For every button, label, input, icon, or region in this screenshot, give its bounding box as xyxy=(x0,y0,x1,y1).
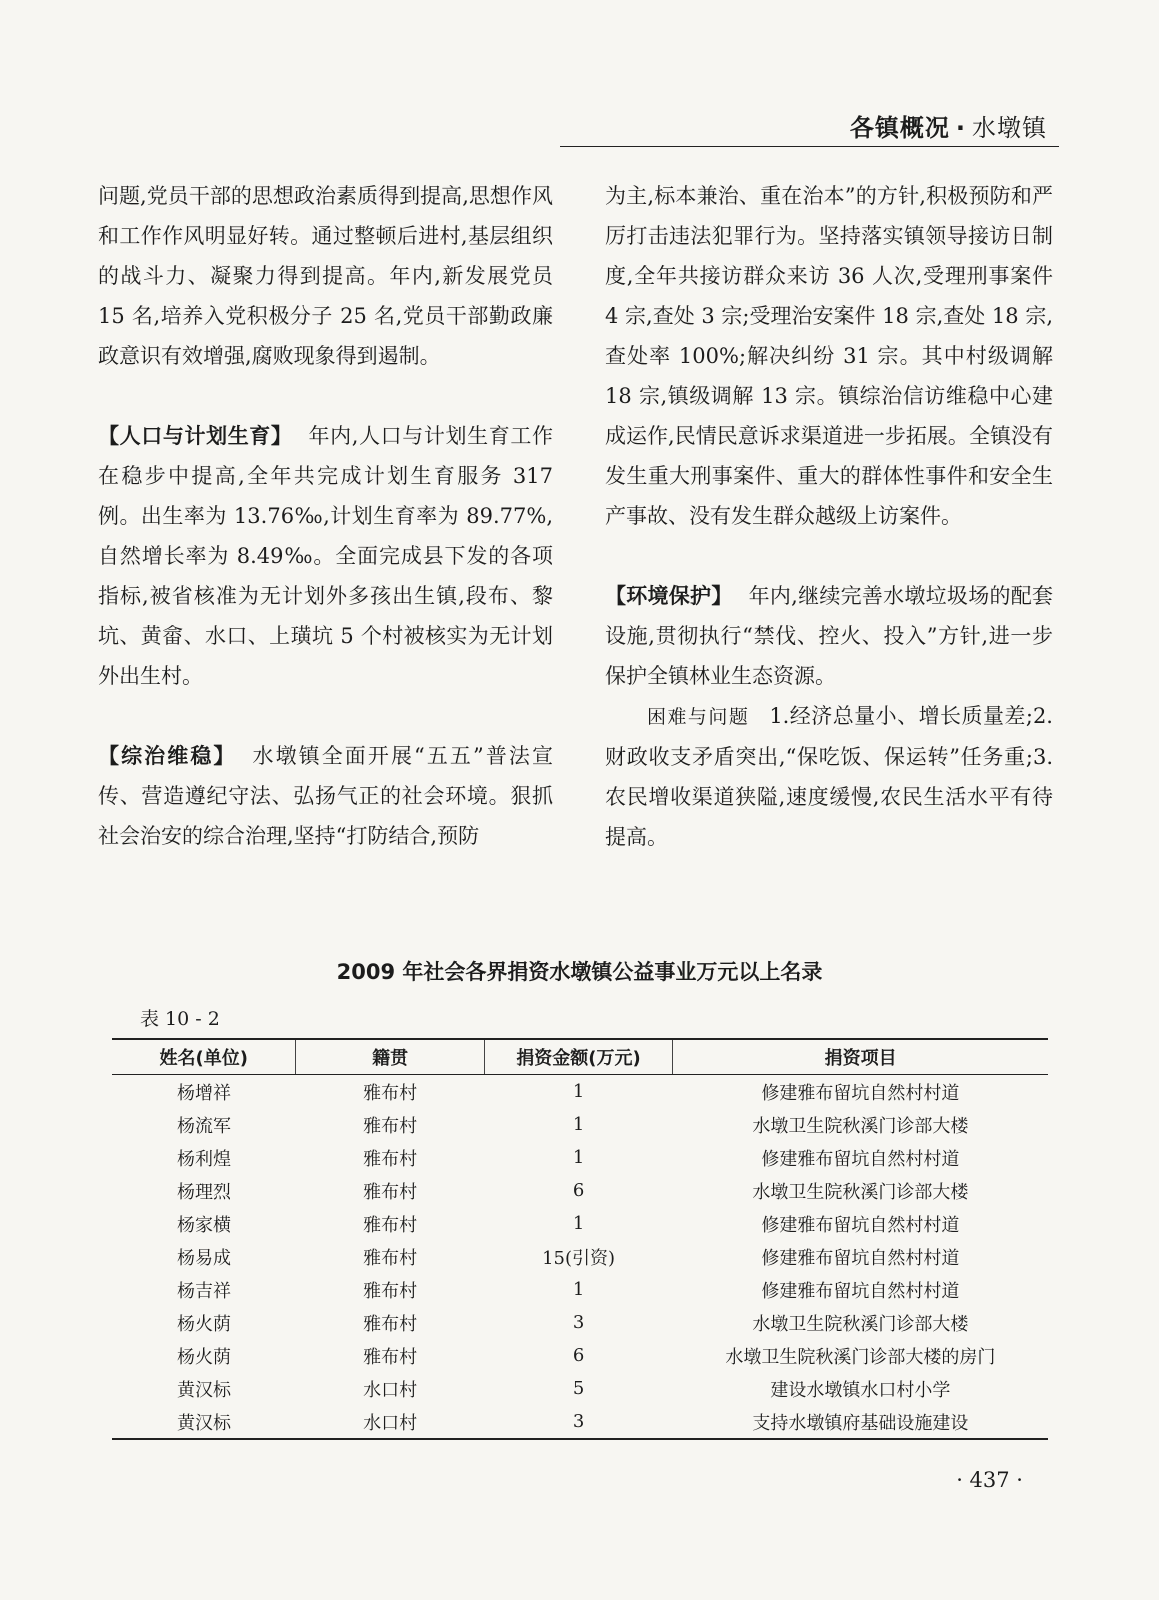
header-section: 各镇概况 xyxy=(849,114,950,142)
table-header-row xyxy=(112,1039,1048,1075)
section-body-stability: 水墩镇全面开展“五五”普法宣传、营造遵纪守法、弘扬气正的社会环境。狠抓社会治安的综合治理,坚持“打防结合,预防 xyxy=(98,744,553,848)
cell-amount: 1 xyxy=(572,1279,585,1300)
cell-origin: 雅布村 xyxy=(363,1247,418,1269)
cell-name: 黄汉标 xyxy=(176,1379,231,1401)
cell-origin: 水口村 xyxy=(363,1412,418,1434)
cell-project: 修建雅布留坑自然村村道 xyxy=(761,1214,960,1236)
cell-origin: 水口村 xyxy=(363,1379,418,1401)
right-column xyxy=(605,176,1053,857)
header-town: 水墩镇 xyxy=(972,114,1047,142)
header-amount: 捐资金额(万元) xyxy=(484,1039,672,1075)
cell-origin: 雅布村 xyxy=(363,1280,418,1302)
cell-origin: 雅布村 xyxy=(363,1181,418,1203)
section-heading-population: 【人口与计划生育】 xyxy=(98,424,293,448)
table-row xyxy=(112,1075,1048,1109)
difficulty-body: 1.经济总量小、增长质量差;2.财政收支矛盾突出,“保吃饭、保运转”任务重;3.农民增收渠道狭隘,速度缓慢,农民生活水平有待提高。 xyxy=(605,704,1053,849)
cell-project: 修建雅布留坑自然村村道 xyxy=(761,1247,960,1269)
cell-amount: 1 xyxy=(572,1147,585,1168)
cell-project: 修建雅布留坑自然村村道 xyxy=(761,1148,960,1170)
header-rule xyxy=(560,146,1059,147)
page-number: · 437 · xyxy=(956,1468,1023,1492)
cell-name: 杨火荫 xyxy=(176,1346,231,1368)
section-stability xyxy=(98,736,553,856)
table-row xyxy=(112,1372,1048,1405)
cell-amount: 1 xyxy=(572,1114,585,1135)
section-heading-stability: 【综治维稳】 xyxy=(98,744,237,768)
cell-project: 水墩卫生院秋溪门诊部大楼 xyxy=(752,1313,969,1335)
section-environment xyxy=(605,576,1053,696)
cell-amount: 15(引资) xyxy=(542,1247,616,1269)
cell-amount: 5 xyxy=(572,1378,585,1399)
cell-amount: 6 xyxy=(572,1345,585,1366)
table-row xyxy=(112,1273,1048,1306)
header-project: 捐资项目 xyxy=(673,1039,1048,1075)
cell-name: 杨易成 xyxy=(176,1247,231,1269)
cell-project: 水墩卫生院秋溪门诊部大楼 xyxy=(752,1115,969,1137)
donor-table xyxy=(112,1038,1048,1440)
cell-project: 修建雅布留坑自然村村道 xyxy=(761,1280,960,1302)
cell-amount: 6 xyxy=(572,1180,585,1201)
table-row xyxy=(112,1339,1048,1372)
cell-name: 黄汉标 xyxy=(176,1412,231,1434)
table-title: 2009 年社会各界捐资水墩镇公益事业万元以上名录 xyxy=(336,960,823,984)
paragraph-party-building: 问题,党员干部的思想政治素质得到提高,思想作风和工作作风明显好转。通过整顿后进村,基层组织的战斗力、凝聚力得到提高。年内,新发展党员 15 名,培养入党积极分子 25 名,党员干部勤政廉政意识有效增强,腐败现象得到遏制。 xyxy=(98,184,553,368)
cell-project: 建设水墩镇水口村小学 xyxy=(770,1379,951,1401)
cell-project: 水墩卫生院秋溪门诊部大楼的房门 xyxy=(725,1346,996,1368)
table-row xyxy=(112,1108,1048,1141)
cell-origin: 雅布村 xyxy=(363,1115,418,1137)
cell-amount: 1 xyxy=(572,1213,585,1234)
cell-project: 水墩卫生院秋溪门诊部大楼 xyxy=(752,1181,969,1203)
table-row xyxy=(112,1405,1048,1439)
cell-project: 支持水墩镇府基础设施建设 xyxy=(752,1412,969,1434)
header-origin: 籍贯 xyxy=(296,1039,484,1075)
cell-name: 杨增祥 xyxy=(176,1082,231,1104)
section-body-environment: 年内,继续完善水墩垃圾场的配套设施,贯彻执行“禁伐、控火、投入”方针,进一步保护全镇林业生态资源。 xyxy=(605,584,1053,688)
paragraph-stability-cont: 为主,标本兼治、重在治本”的方针,积极预防和严厉打击违法犯罪行为。坚持落实镇领导接访日制度,全年共接访群众来访 36 人次,受理刑事案件 4 宗,查处 3 宗;受理治安案件 18 宗,查处 18 宗,查处率 100%;解决纠纷 31 宗。其中村级调解 18 宗,镇级调解 13 宗。镇综治信访维稳中心建成运作,民情民意诉求渠道进一步拓展。全镇没有发生重大刑事案件、重大的群体性事件和安全生产事故、没有发生群众越级上访案件。 xyxy=(605,184,1053,528)
table-row xyxy=(112,1174,1048,1207)
table-row xyxy=(112,1240,1048,1273)
cell-amount: 1 xyxy=(572,1081,585,1102)
cell-name: 杨流军 xyxy=(176,1115,231,1137)
cell-amount: 3 xyxy=(572,1411,585,1432)
header-dot: · xyxy=(955,114,966,142)
cell-name: 杨火荫 xyxy=(176,1313,231,1335)
cell-project: 修建雅布留坑自然村村道 xyxy=(761,1082,960,1104)
cell-origin: 雅布村 xyxy=(363,1313,418,1335)
cell-origin: 雅布村 xyxy=(363,1082,418,1104)
section-body-population: 年内,人口与计划生育工作在稳步中提高,全年共完成计划生育服务 317 例。出生率为 13.76‰,计划生育率为 89.77%,自然增长率为 8.49‰。全面完成县下发的各项指标,被省核准为无计划外多孩出生镇,段布、黎坑、黄畲、水口、上璜坑 5 个村被核实为无计划外出生村。 xyxy=(98,424,553,688)
cell-name: 杨家横 xyxy=(176,1214,231,1236)
difficulty-label: 困难与问题 xyxy=(647,706,750,728)
cell-name: 杨理烈 xyxy=(176,1181,231,1203)
cell-name: 杨吉祥 xyxy=(176,1280,231,1302)
cell-origin: 雅布村 xyxy=(363,1148,418,1170)
section-heading-environment: 【环境保护】 xyxy=(605,584,733,608)
table-row xyxy=(112,1141,1048,1174)
cell-name: 杨利煌 xyxy=(176,1148,231,1170)
section-difficulties xyxy=(605,696,1053,857)
left-column xyxy=(98,176,553,856)
section-population xyxy=(98,416,553,696)
cell-origin: 雅布村 xyxy=(363,1214,418,1236)
cell-amount: 3 xyxy=(572,1312,585,1333)
table-row xyxy=(112,1306,1048,1339)
cell-origin: 雅布村 xyxy=(363,1346,418,1368)
header-name: 姓名(单位) xyxy=(112,1039,296,1075)
running-header xyxy=(850,108,1047,143)
table-label: 表 10 - 2 xyxy=(140,1008,220,1030)
table-row xyxy=(112,1207,1048,1240)
